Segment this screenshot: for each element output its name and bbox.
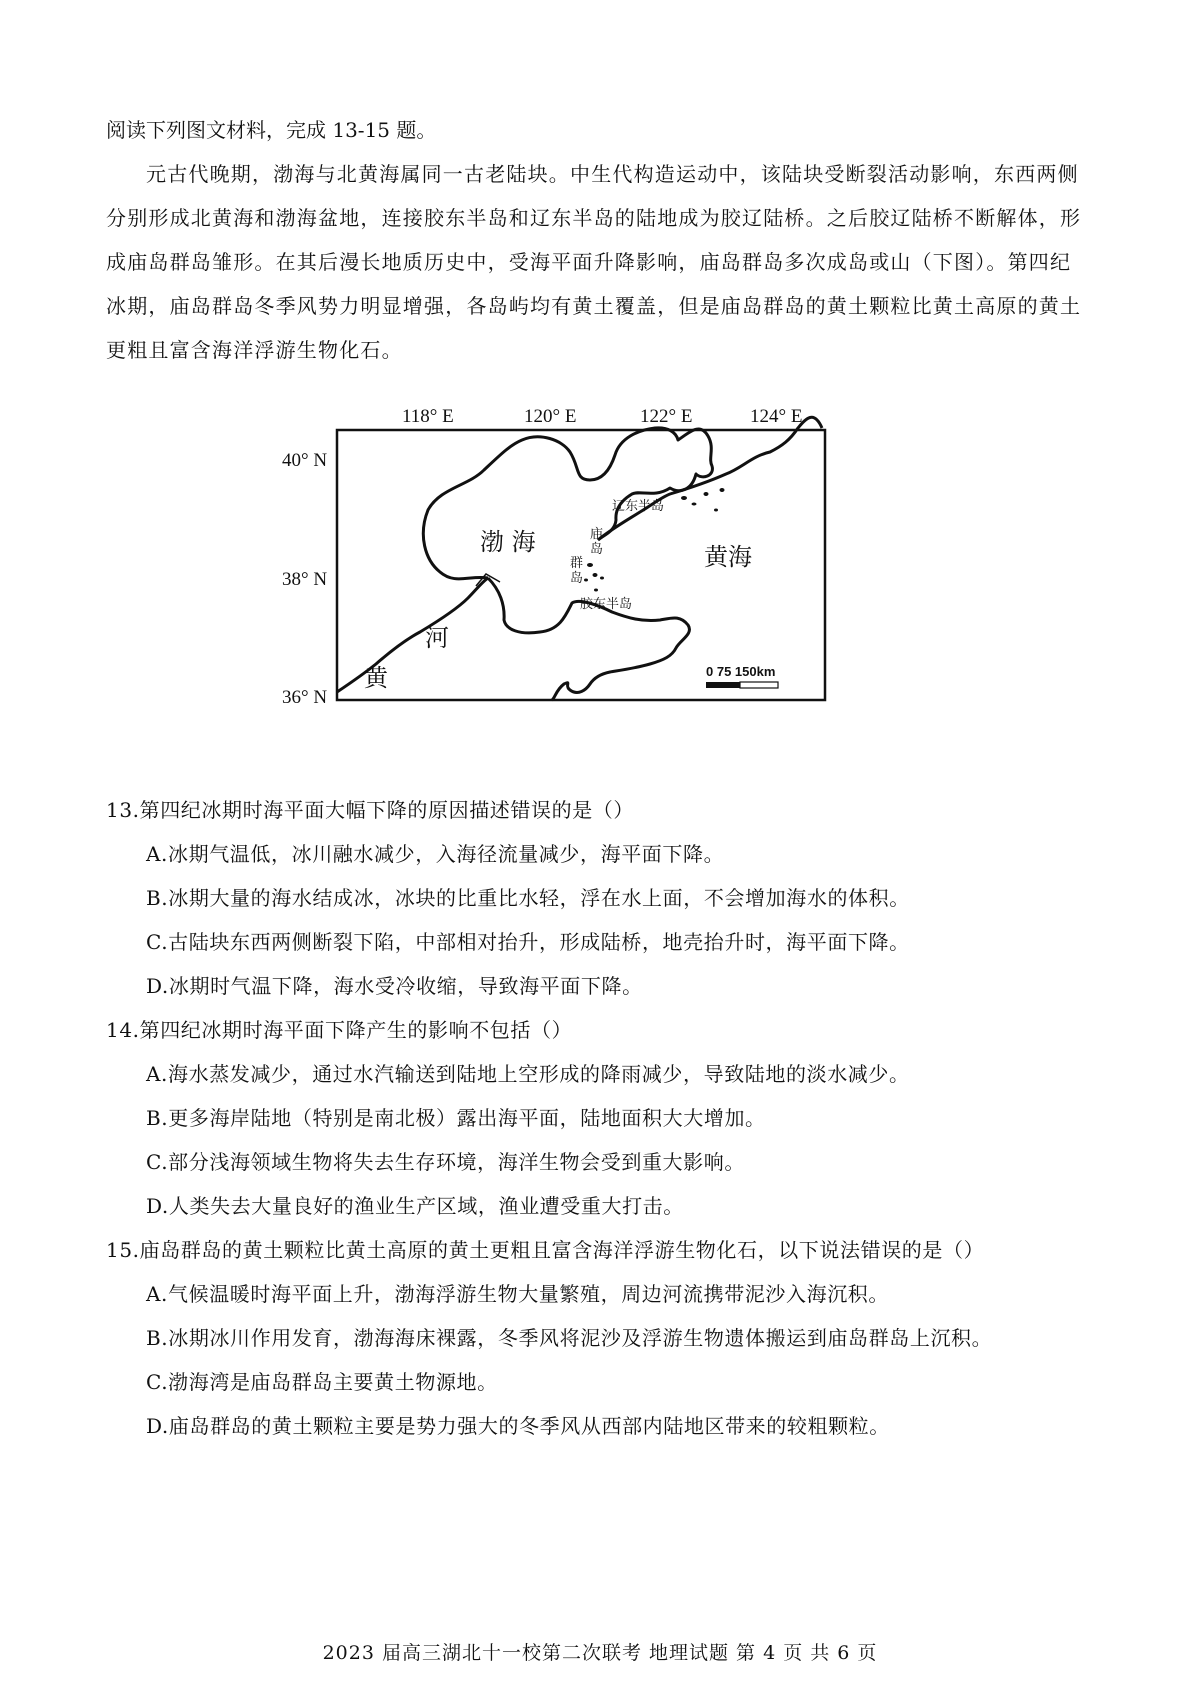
question-15-option-d[interactable]: D.庙岛群岛的黄土颗粒主要是势力强大的冬季风从西部内陆地区带来的较粗颗粒。 [146, 1414, 890, 1438]
question-15-option-c[interactable]: C.渤海湾是庙岛群岛主要黄土物源地。 [146, 1370, 498, 1394]
river-label-huang: 黄 [364, 664, 388, 692]
material-line-4: 冰期，庙岛群岛冬季风势力明显增强，各岛屿均有黄土覆盖，但是庙岛群岛的黄土颗粒比黄土高原的黄土 [106, 294, 1082, 318]
material-line-1: 元古代晚期，渤海与北黄海属同一古老陆块。中生代构造运动中，该陆块受断裂活动影响，东西两侧 [146, 162, 1079, 186]
question-15-option-b[interactable]: B.冰期冰川作用发育，渤海海床裸露，冬季风将泥沙及浮游生物遗体搬运到庙岛群岛上沉积。 [146, 1326, 993, 1350]
liaodong-label: 辽东半岛 [612, 499, 665, 514]
question-14-option-d[interactable]: D.人类失去大量良好的渔业生产区域，渔业遭受重大打击。 [146, 1194, 684, 1218]
lon-label-124: 124° E [750, 406, 803, 427]
lat-label-36: 36° N [282, 687, 328, 708]
bohai-map [282, 400, 910, 780]
material-line-3: 成庙岛群岛雏形。在其后漫长地质历史中，受海平面升降影响，庙岛群岛多次成岛或山（下图）。第四纪 [106, 250, 1072, 274]
page-footer: 2023 届高三湖北十一校第二次联考 地理试题 第 4 页 共 6 页 [322, 1642, 878, 1664]
scale-bar-white [740, 682, 778, 688]
question-13-option-a[interactable]: A.冰期气温低，冰川融水减少，入海径流量减少，海平面下降。 [146, 842, 725, 866]
lon-label-118: 118° E [402, 406, 454, 427]
question-14-option-a[interactable]: A.海水蒸发减少，通过水汽输送到陆地上空形成的降雨减少，导致陆地的淡水减少。 [146, 1062, 910, 1086]
lon-label-122: 122° E [640, 406, 693, 427]
lon-label-120: 120° E [524, 406, 577, 427]
scale-bar-black [706, 682, 740, 688]
miaodao-label-4: 岛 [570, 571, 584, 586]
question-13-option-d[interactable]: D.冰期时气温下降，海水受冷收缩，导致海平面下降。 [146, 974, 643, 998]
question-15-option-a[interactable]: A.气候温暖时海平面上升，渤海浮游生物大量繁殖，周边河流携带泥沙入海沉积。 [146, 1282, 889, 1306]
miaodao-label-3: 群 [570, 556, 584, 571]
lat-label-38: 38° N [282, 569, 328, 590]
question-14-option-b[interactable]: B.更多海岸陆地（特别是南北极）露出海平面，陆地面积大大增加。 [146, 1106, 766, 1130]
huanghai-label: 黄海 [704, 543, 752, 571]
question-14-stem: 14.第四纪冰期时海平面下降产生的影响不包括（） [106, 1018, 573, 1042]
material-line-2: 分别形成北黄海和渤海盆地，连接胶东半岛和辽东半岛的陆地成为胶辽陆桥。之后胶辽陆桥不断解体，形 [106, 206, 1082, 230]
material-line-5: 更粗且富含海洋浮游生物化石。 [106, 338, 403, 362]
question-13-stem: 13.第四纪冰期时海平面大幅下降的原因描述错误的是（） [106, 798, 635, 822]
jiaodong-label: 胶东半岛 [580, 597, 633, 612]
scale-label: 0 75 150km [706, 664, 776, 679]
question-13-option-c[interactable]: C.古陆块东西两侧断裂下陷，中部相对抬升，形成陆桥，地壳抬升时，海平面下降。 [146, 930, 910, 954]
river-label-he: 河 [425, 624, 449, 652]
question-15-stem: 15.庙岛群岛的黄土颗粒比黄土高原的黄土更粗且富含海洋浮游生物化石，以下说法错误的是（） [106, 1238, 985, 1262]
intro-text: 阅读下列图文材料，完成 13-15 题。 [106, 118, 437, 142]
bohai-label: 渤 海 [480, 528, 536, 556]
lat-label-40: 40° N [282, 450, 328, 471]
question-14-option-c[interactable]: C.部分浅海领域生物将失去生存环境，海洋生物会受到重大影响。 [146, 1150, 745, 1174]
miaodao-label-2: 岛 [590, 542, 604, 557]
miaodao-label-1: 庙 [590, 527, 604, 542]
question-13-option-b[interactable]: B.冰期大量的海水结成冰，冰块的比重比水轻，浮在水上面，不会增加海水的体积。 [146, 886, 910, 910]
